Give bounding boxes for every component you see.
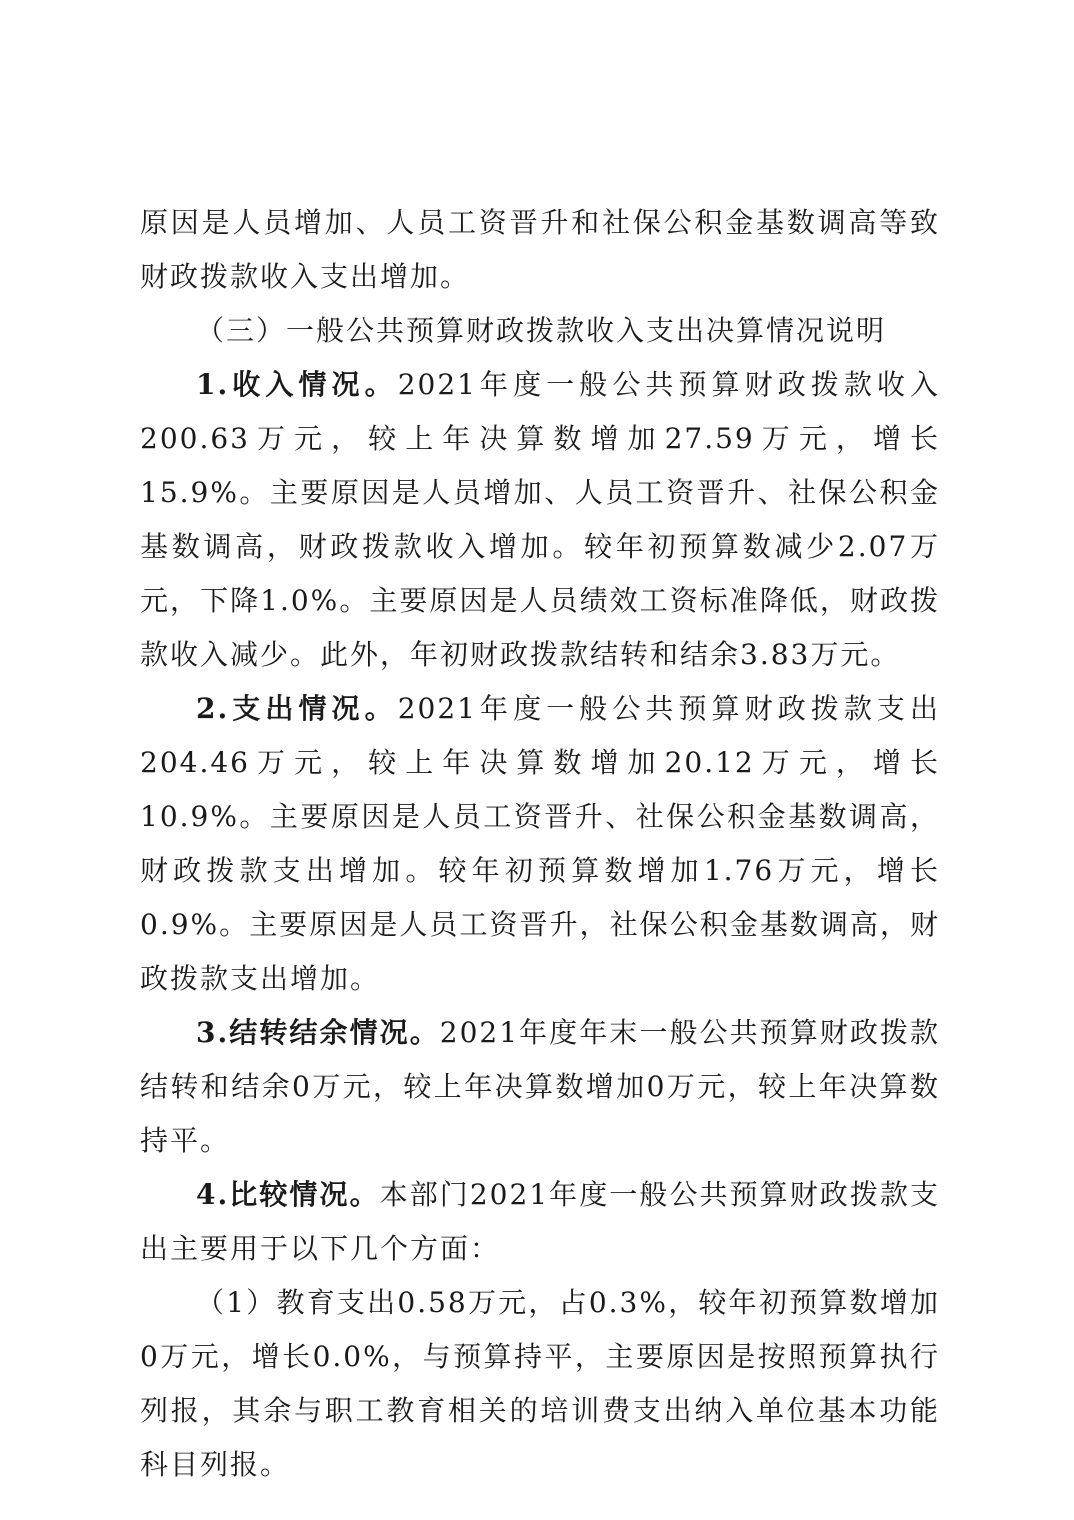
paragraph-text: 原因是人员增加、人员工资晋升和社保公积金基数调高等致财政拨款收入支出增加。 bbox=[140, 206, 940, 293]
paragraph-lead: 3.结转结余情况。 bbox=[196, 1016, 440, 1049]
paragraph-text: 本部门2021年度一般公共预算财政拨款支出主要用于以下几个方面： bbox=[140, 1178, 940, 1265]
paragraph-item-education bbox=[140, 1276, 940, 1492]
paragraph-income bbox=[140, 358, 940, 682]
paragraph-text: 2021年度一般公共预算财政拨款收入200.63万元，较上年决算数增加27.59万元，增长15.9%。主要原因是人员增加、人员工资晋升、社保公积金基数调高，财政拨款收入增加。较年初预算数减少2.07万元，下降1.0%。主要原因是人员绩效工资标准降低，财政拨款收入减少。此外，年初财政拨款结转和结余3.83万元。 bbox=[140, 368, 940, 671]
paragraph-lead: 2.支出情况。 bbox=[196, 692, 398, 725]
paragraph-text: 2021年度一般公共预算财政拨款支出204.46万元，较上年决算数增加20.12万元，增长10.9%。主要原因是人员工资晋升、社保公积金基数调高，财政拨款支出增加。较年初预算数增加1.76万元，增长0.9%。主要原因是人员工资晋升，社保公积金基数调高，财政拨款支出增加。 bbox=[140, 692, 940, 995]
paragraph-comparison bbox=[140, 1168, 940, 1276]
paragraph-lead: 1.收入情况。 bbox=[196, 368, 398, 401]
paragraph-carryover bbox=[140, 1006, 940, 1168]
paragraph-text: 2021年度年末一般公共预算财政拨款结转和结余0万元，较上年决算数增加0万元，较上年决算数持平。 bbox=[140, 1016, 940, 1157]
paragraph-lead: 4.比较情况。 bbox=[196, 1178, 380, 1211]
section-heading: （三）一般公共预算财政拨款收入支出决算情况说明 bbox=[196, 314, 887, 347]
paragraph-expense bbox=[140, 682, 940, 1006]
document-page bbox=[140, 196, 940, 1492]
paragraph-continuation bbox=[140, 196, 940, 304]
paragraph-text: （1）教育支出0.58万元，占0.3%，较年初预算数增加0万元，增长0.0%，与预算持平，主要原因是按照预算执行列报，其余与职工教育相关的培训费支出纳入单位基本功能科目列报。 bbox=[140, 1286, 940, 1481]
